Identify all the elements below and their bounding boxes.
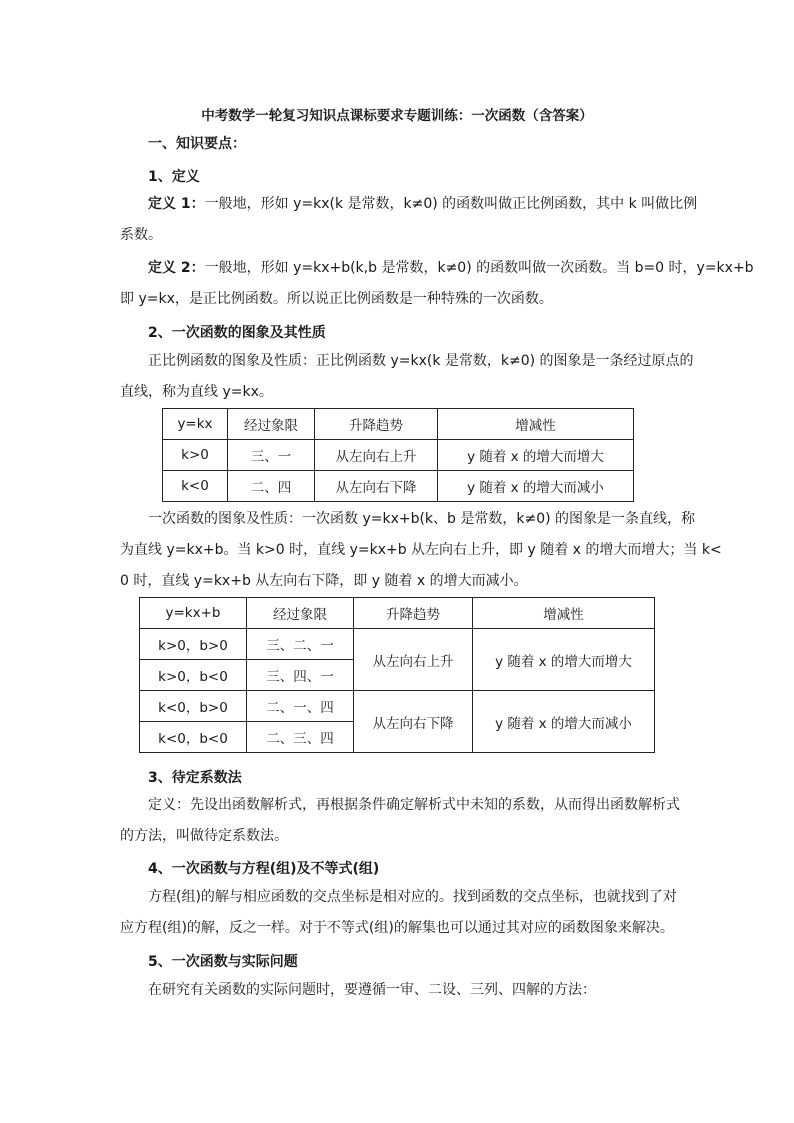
table-header-cell: 增减性 (473, 598, 655, 629)
table-cell: 三、二、一 (247, 629, 354, 660)
coefficients-line-1: 定义：先设出函数解析式，再根据条件确定解析式中未知的系数，从而得出函数解析式 (148, 797, 680, 813)
section-heading-knowledge-points: 一、知识要点： (148, 136, 246, 152)
definition-2-line-1: 定义 2：一般地，形如 y=kx+b(k,b 是常数，k≠0) 的函数叫做一次函数。当 b=0 时，y=kx+b (148, 260, 754, 276)
table-cell: k>0 (163, 440, 228, 471)
definition-1-label: 定义 1： (148, 196, 205, 212)
table-header-cell: 经过象限 (228, 409, 315, 440)
table-header-cell: 升降趋势 (315, 409, 438, 440)
table-header-row (140, 598, 655, 629)
table-header-cell: 升降趋势 (354, 598, 473, 629)
definition-1-line-1: 定义 1：一般地，形如 y=kx(k 是常数，k≠0) 的函数叫做正比例函数，其中 k 叫做比例 (148, 196, 698, 212)
definition-2-line-2: 即 y=kx，是正比例函数。所以说正比例函数是一种特殊的一次函数。 (120, 291, 553, 307)
table-header-row (163, 409, 634, 440)
table-cell: k>0，b<0 (140, 660, 247, 691)
linear-line-1: 一次函数的图象及性质：一次函数 y=kx+b(k、b 是常数，k≠0) 的图象是一条直线，称 (148, 511, 696, 527)
subheading-practical-problems: 5、一次函数与实际问题 (148, 954, 298, 970)
table-header-cell: 增减性 (438, 409, 634, 440)
table-header-cell: 经过象限 (247, 598, 354, 629)
table-cell: 二、三、四 (247, 722, 354, 753)
table-cell: k<0 (163, 471, 228, 502)
table-cell: k<0，b<0 (140, 722, 247, 753)
table-cell: 二、一、四 (247, 691, 354, 722)
table-cell-trend: 从左向右下降 (354, 691, 473, 753)
proportional-line-2: 直线，称为直线 y=kx。 (120, 384, 273, 400)
table-cell: k>0，b>0 (140, 629, 247, 660)
table-cell: 二、四 (228, 471, 315, 502)
linear-line-2: 为直线 y=kx+b。当 k>0 时，直线 y=kx+b 从左向右上升，即 y 随着 x 的增大而增大；当 k< (120, 542, 722, 558)
practical-line-1: 在研究有关函数的实际问题时，要遵循一审、二设、三列、四解的方法： (148, 982, 596, 998)
linear-function-table (139, 597, 655, 753)
table-cell-trend: 从左向右上升 (354, 629, 473, 691)
table-cell: 从左向右下降 (315, 471, 438, 502)
proportional-line-1: 正比例函数的图象及性质：正比例函数 y=kx(k 是常数，k≠0) 的图象是一条经过原点的 (148, 353, 694, 369)
table-cell: 三、四、一 (247, 660, 354, 691)
proportional-function-table (162, 408, 634, 502)
table-cell-monotonicity: y 随着 x 的增大而增大 (473, 629, 655, 691)
definition-1-line-2: 系数。 (120, 227, 162, 243)
table-cell: 从左向右上升 (315, 440, 438, 471)
subheading-equations-inequalities: 4、一次函数与方程(组)及不等式(组) (148, 861, 380, 877)
table-row (163, 440, 634, 471)
document-title: 中考数学一轮复习知识点课标要求专题训练：一次函数（含答案） (201, 108, 593, 124)
table-header-cell: y=kx+b (140, 598, 247, 629)
table-cell: y 随着 x 的增大而减小 (438, 471, 634, 502)
linear-line-3: 0 时，直线 y=kx+b 从左向右下降，即 y 随着 x 的增大而减小。 (120, 573, 528, 589)
table-cell: 三、一 (228, 440, 315, 471)
subheading-graph-properties: 2、一次函数的图象及其性质 (148, 325, 326, 341)
table-header-cell: y=kx (163, 409, 228, 440)
practical-problems-paragraph (120, 975, 676, 1006)
undetermined-coefficients-paragraph (120, 790, 680, 852)
definition-2-label: 定义 2： (148, 260, 205, 276)
table-row (140, 629, 655, 660)
table-cell: y 随着 x 的增大而增大 (438, 440, 634, 471)
definition-1-paragraph (120, 189, 698, 251)
equations-line-2: 应方程(组)的解，反之一样。对于不等式(组)的解集也可以通过其对应的函数图象来解决。 (120, 920, 674, 936)
table-cell: k<0，b>0 (140, 691, 247, 722)
equations-paragraph (120, 882, 676, 944)
table-cell-monotonicity: y 随着 x 的增大而减小 (473, 691, 655, 753)
subheading-undetermined-coefficients: 3、待定系数法 (148, 770, 242, 786)
subheading-definition: 1、定义 (148, 169, 200, 185)
coefficients-line-2: 的方法，叫做待定系数法。 (120, 828, 288, 844)
equations-line-1: 方程(组)的解与相应函数的交点坐标是相对应的。找到函数的交点坐标，也就找到了对 (148, 889, 677, 905)
table-row (163, 471, 634, 502)
linear-function-paragraph (120, 504, 722, 597)
proportional-function-paragraph (120, 346, 694, 408)
table-row (140, 691, 655, 722)
definition-2-paragraph (120, 253, 754, 315)
